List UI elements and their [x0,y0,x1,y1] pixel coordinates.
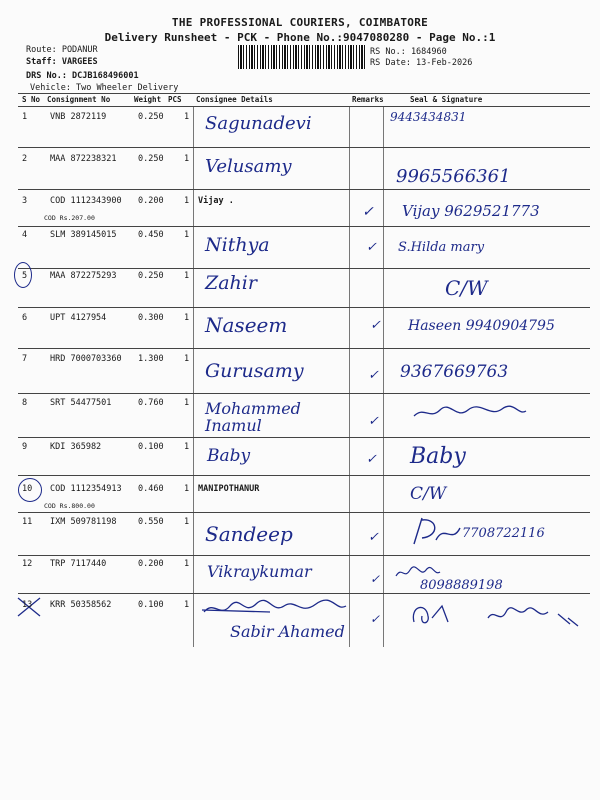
row-consignment-no: TRP 7117440 [50,559,107,569]
remark-check-icon: ✓ [368,368,379,383]
row-consignment-no: MAA 872275293 [50,271,117,281]
row-weight: 0.100 [138,600,164,610]
row-sno: 5 [22,271,28,281]
handwritten-signature: 7708722116 [462,526,545,541]
remark-check-icon: ✓ [368,530,379,545]
vehicle-label: Vehicle: Two Wheeler Delivery [30,83,179,93]
row-rule [18,147,590,148]
row-rule [18,307,590,308]
row-weight: 0.460 [138,484,164,494]
row-sno: 2 [22,154,28,164]
handwritten-consignee: Naseem [205,313,288,337]
row-weight: 0.550 [138,517,164,527]
handwritten-consignee: Sagunadevi [205,113,312,134]
handwritten-consignee: Sabir Ahamed [230,622,345,641]
row-consignment-no: MAA 872238321 [50,154,117,164]
handwritten-consignee: Zahir [205,272,257,294]
handwritten-signature: C/W [445,276,488,300]
row-rule [18,348,590,349]
rs-number: RS No.: 1684960 [370,47,447,57]
handwritten-signature: 8098889198 [420,578,503,593]
runsheet-subtitle: Delivery Runsheet - PCK - Phone No.:9047080280 - Page No.:1 [104,31,496,44]
handwritten-signature: 9965566361 [396,166,511,187]
header-bottom-rule [18,106,590,107]
remark-check-icon: ✓ [368,414,379,429]
divider-consignee [193,107,194,647]
col-weight: Weight [134,95,162,104]
row-rule [18,475,590,476]
handwritten-signature: S.Hilda mary [398,240,485,255]
col-remarks: Remarks [352,95,384,104]
row-consignment-no: COD 1112354913 [50,484,122,494]
row-pcs: 1 [184,354,190,364]
row-sno: 7 [22,354,28,364]
signature-scribble [394,564,442,582]
row-consignee: MANIPOTHANUR [198,484,260,494]
handwritten-signature: Vijay 9629521773 [402,202,540,220]
row-rule [18,593,590,594]
row-sno: 11 [22,517,33,527]
row-weight: 0.250 [138,112,164,122]
row-pcs: 1 [184,600,190,610]
divider-remarks [349,107,350,647]
row-pcs: 1 [184,517,190,527]
row-consignment-no: KRR 50358562 [50,600,112,610]
row-rule [18,189,590,190]
row-pcs: 1 [184,398,190,408]
row-consignment-no: SLM 389145015 [50,230,117,240]
handwritten-signature: 9443434831 [390,110,467,124]
row-weight: 0.250 [138,154,164,164]
row-sno: 8 [22,398,28,408]
row-pcs: 1 [184,154,190,164]
row-sno: 1 [22,112,28,122]
remark-check-icon: ✓ [362,204,374,220]
row-consignment-no: COD 1112343900 [50,196,122,206]
handwritten-signature: C/W [410,484,447,504]
row-weight: 1.300 [138,354,164,364]
row-weight: 0.200 [138,196,164,206]
col-consignment: Consignment No [47,95,111,104]
row-pcs: 1 [184,196,190,206]
col-seal-signature: Seal & Signature [410,95,483,104]
row-rule [18,437,590,438]
handwritten-consignee: Vikraykumar [207,562,312,581]
handwritten-signature: Haseen 9940904795 [408,318,555,334]
row-cod-amount: COD Rs.207.00 [44,214,95,222]
row-rule [18,393,590,394]
remark-check-icon: ✓ [366,240,377,255]
row-consignment-no: UPT 4127954 [50,313,107,323]
row-pcs: 1 [184,313,190,323]
route-label: Route: PODANUR [26,45,98,55]
remark-check-icon: ✓ [370,612,381,626]
row-consignment-no: VNB 2872119 [50,112,107,122]
signature-scribble [408,598,588,632]
row-pcs: 1 [184,112,190,122]
struck-handwriting [200,598,350,622]
remark-check-icon: ✓ [370,572,381,586]
drs-number: DRS No.: DCJB168496001 [26,71,139,81]
row-sno: 9 [22,442,28,452]
row-pcs: 1 [184,230,190,240]
row-rule [18,555,590,556]
row-rule [18,226,590,227]
row-sno: 13 [22,600,33,610]
row-weight: 0.200 [138,559,164,569]
row-consignment-no: HRD 7000703360 [50,354,122,364]
row-weight: 0.250 [138,271,164,281]
row-sno: 10 [22,484,33,494]
signature-scribble [410,402,530,424]
handwritten-consignee: Baby [207,446,251,466]
row-sno: 3 [22,196,28,206]
signature-scribble [408,514,464,550]
rs-date: RS Date: 13-Feb-2026 [370,58,473,68]
row-weight: 0.100 [138,442,164,452]
handwritten-consignee: Mohammed Inamul [205,399,301,435]
barcode-image [238,45,366,69]
row-consignment-no: IXM 509781198 [50,517,117,527]
row-weight: 0.300 [138,313,164,323]
row-pcs: 1 [184,484,190,494]
row-sno: 12 [22,559,33,569]
col-consignee: Consignee Details [196,95,273,104]
row-consignee: Vijay . [198,196,234,206]
handwritten-signature: Baby [410,444,466,469]
row-consignment-no: SRT 54477501 [50,398,112,408]
col-sno: S No [22,95,41,104]
staff-label: Staff: VARGEES [26,57,98,67]
row-sno: 6 [22,313,28,323]
header-top-rule [18,93,590,94]
row-weight: 0.450 [138,230,164,240]
handwritten-consignee: Gurusamy [205,360,304,382]
row-rule [18,512,590,513]
row-pcs: 1 [184,271,190,281]
handwritten-signature: 9367669763 [400,362,509,382]
row-cod-amount: COD Rs.800.00 [44,502,95,510]
handwritten-consignee: Nithya [205,234,270,256]
row-rule [18,268,590,269]
row-weight: 0.760 [138,398,164,408]
handwritten-consignee: Sandeep [205,522,293,546]
company-title: THE PROFESSIONAL COURIERS, COIMBATORE [171,16,429,29]
row-consignment-no: KDI 365982 [50,442,102,452]
remark-check-icon: ✓ [366,452,377,467]
remark-check-icon: ✓ [370,318,381,333]
row-pcs: 1 [184,442,190,452]
row-sno: 4 [22,230,28,240]
col-pcs: PCS [168,95,182,104]
handwritten-consignee: Velusamy [205,156,292,177]
row-pcs: 1 [184,559,190,569]
divider-signature [383,107,384,647]
